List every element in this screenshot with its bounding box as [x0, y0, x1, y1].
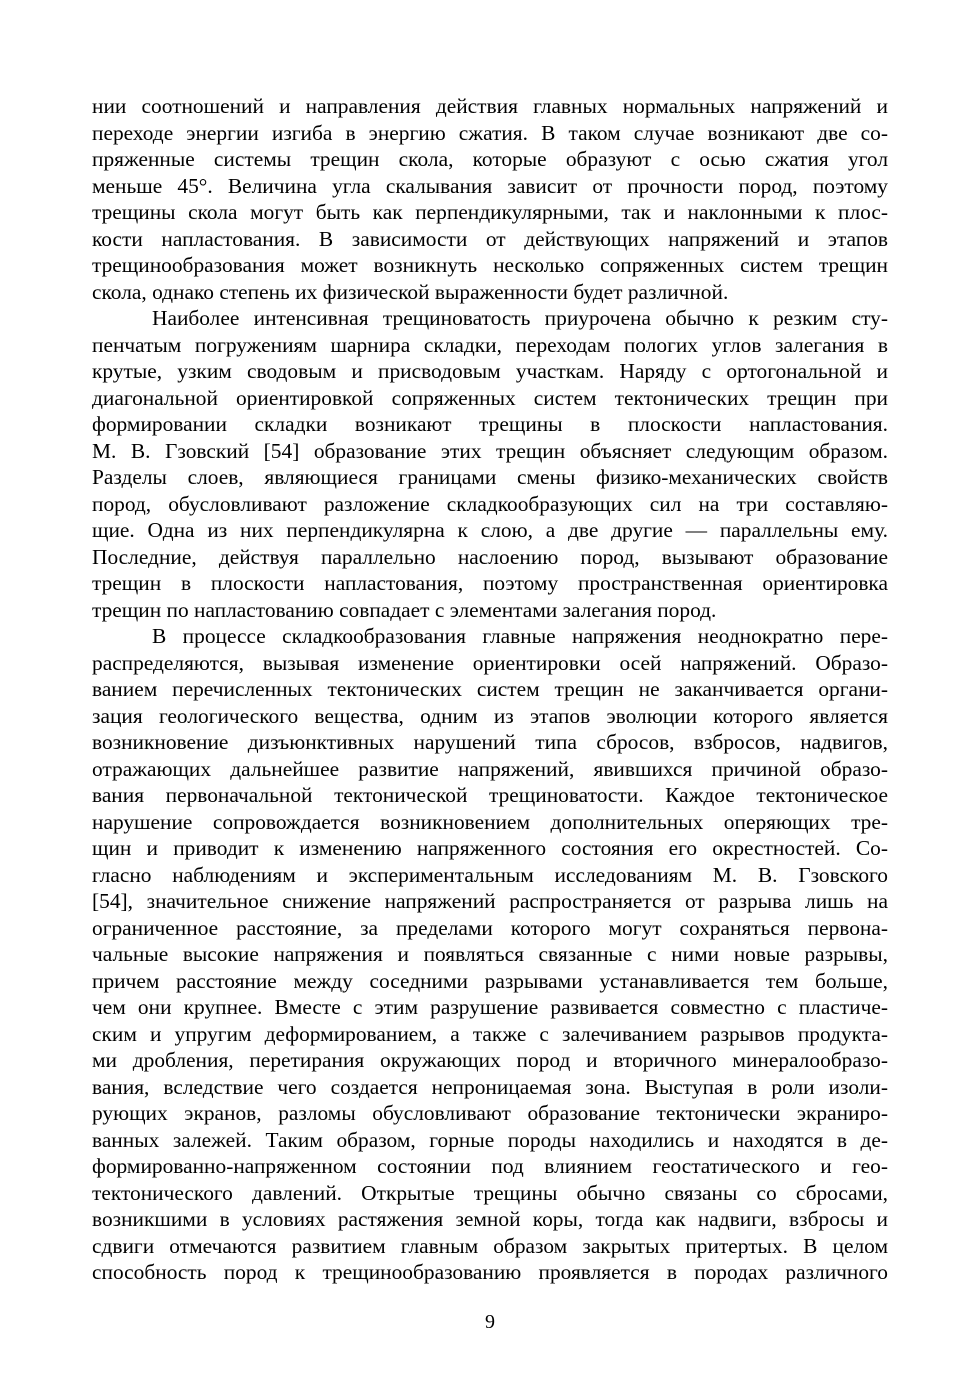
- text-line: вания первоначальной тектонической трещиноватости. Каждое тектоническое: [92, 783, 888, 807]
- text-line: тектонического давлений. Открытые трещины обычно связаны со сбросами,: [92, 1180, 888, 1205]
- text-line: пенчатым погружениям шарнира складки, переходам пологих углов залегания в: [92, 332, 888, 357]
- text-line: ограниченное расстояние, за пределами которого могут сохраняться первона-: [92, 915, 888, 940]
- text-line: трещин по напластованию совпадает с элементами залегания пород.: [92, 597, 717, 622]
- text-line: ским и упругим деформированием, а также с залечиванием разрывов продукта-: [92, 1021, 888, 1046]
- text-line: нии соотношений и направления действия главных нормальных напряжений и: [92, 94, 888, 118]
- text-line: формированно-напряженном состоянии под влиянием геостатического и гео-: [92, 1154, 888, 1178]
- text-line: гласно наблюдениям и экспериментальным исследованиям М. В. Гзовского: [92, 862, 888, 887]
- text-line: Наиболее интенсивная трещиноватость приурочена обычно к резким сту-: [152, 306, 888, 330]
- text-line: трещины скола могут быть как перпендикулярными, так и наклонными к плос-: [92, 200, 888, 224]
- text-line: кости напластования. В зависимости от действующих напряжений и этапов: [92, 226, 888, 251]
- text-line: способность пород к трещинообразованию проявляется в породах различного: [92, 1260, 888, 1284]
- text-line: диагональной ориентировкой сопряженных систем тектонических трещин при: [92, 385, 888, 410]
- text-line: ванных залежей. Таким образом, горные породы находились и находятся в де-: [92, 1127, 888, 1152]
- text-line: рующих экранов, разломы обусловливают образование тектонически экраниро-: [92, 1101, 888, 1125]
- text-line: причем расстояние между соседними разрывами устанавливается тем больше,: [92, 968, 888, 993]
- text-line: переходе энергии изгиба в энергию сжатия. В таком случае возникают две со-: [92, 120, 888, 145]
- paragraph: [92, 93, 888, 305]
- paragraph: [92, 623, 888, 1286]
- body-text: [92, 93, 888, 1286]
- text-line: щие. Одна из них перпендикулярна к слою, а две другие — параллельны ему.: [92, 518, 888, 542]
- paragraph: [92, 305, 888, 623]
- text-line: Разделы слоев, являющиеся границами смены физико-механических свойств: [92, 465, 888, 489]
- text-line: ванием перечисленных тектонических систем трещин не заканчивается органи-: [92, 677, 888, 701]
- text-line: пород, обусловливают разложение складкообразующих сил на три составляю-: [92, 491, 888, 516]
- text-line: нарушение сопровождается возникновением дополнительных оперяющих тре-: [92, 809, 888, 834]
- page-number: 9: [485, 1311, 495, 1333]
- text-line: возникновение дизъюнктивных нарушений типа сбросов, взбросов, надвигов,: [92, 730, 888, 754]
- text-line: щин и приводит к изменению напряженного состояния его окрестностей. Со-: [92, 836, 888, 860]
- text-line: вания, вследствие чего создается непроницаемая зона. Выступая в роли изоли-: [92, 1074, 888, 1099]
- text-line: пряженные системы трещин скола, которые образуют с осью сжатия угол: [92, 147, 888, 171]
- text-line: формировании складки возникают трещины в плоскости напластования.: [92, 412, 888, 436]
- text-line: скола, однако степень их физической выраженности будет различной.: [92, 279, 729, 304]
- text-line: крутые, узким сводовым и присводовым участкам. Наряду с ортогональной и: [92, 359, 888, 383]
- text-line: распределяются, вызывая изменение ориентировки осей напряжений. Образо-: [92, 650, 888, 675]
- text-line: чальные высокие напряжения и появляться связанные с ними новые разрывы,: [92, 942, 888, 966]
- text-line: отражающих дальнейшее развитие напряжений, явившихся причиной образо-: [92, 756, 888, 781]
- text-line: В процессе складкообразования главные напряжения неоднократно пере-: [152, 624, 888, 648]
- text-line: ми дробления, перетирания окружающих пород и вторичного минералообразо-: [92, 1048, 888, 1072]
- text-line: сдвиги отмечаются развитием главным образом закрытых притертых. В целом: [92, 1233, 888, 1258]
- text-line: чем они крупнее. Вместе с этим разрушение развивается совместно с пластиче-: [92, 995, 888, 1019]
- text-line: Последние, действуя параллельно наслоению пород, вызывают образование: [92, 544, 888, 569]
- text-line: зация геологического вещества, одним из этапов эволюции которого является: [92, 703, 888, 728]
- text-line: возникшими в условиях растяжения земной коры, тогда как надвиги, взбросы и: [92, 1207, 888, 1231]
- text-line: [54], значительное снижение напряжений распространяется от разрыва лишь на: [92, 889, 888, 913]
- text-line: трещин в плоскости напластования, поэтому пространственная ориентировка: [92, 571, 888, 595]
- text-line: М. В. Гзовский [54] образование этих трещин объясняет следующим образом.: [92, 438, 888, 463]
- text-line: трещинообразования может возникнуть несколько сопряженных систем трещин: [92, 253, 888, 277]
- text-line: меньше 45°. Величина угла скалывания зависит от прочности пород, поэтому: [92, 173, 888, 198]
